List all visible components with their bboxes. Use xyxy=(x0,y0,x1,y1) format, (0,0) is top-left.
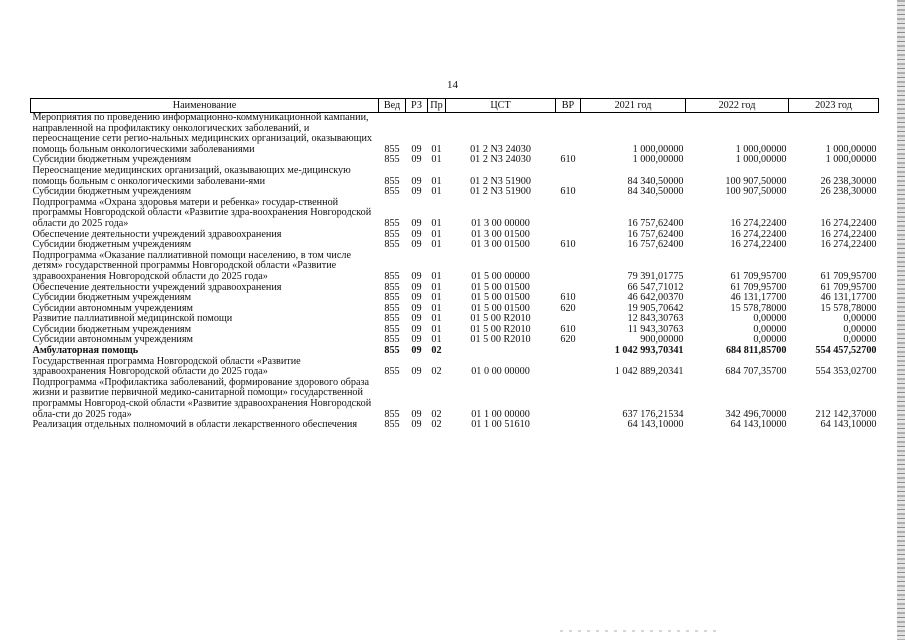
cell-name: Мероприятия по проведению информационно-коммуникационной кампании, направленной на профилактику онкологических заболеваний, и переоснащение сети регио-нальных медицинских организаций, оказывающих помощь больным онкологическими заболеваниями xyxy=(32,112,373,155)
cell-2022: 64 143,10000 xyxy=(730,419,787,431)
col-header-2023: 2023 год xyxy=(789,99,879,113)
cell-pr: 01 xyxy=(431,323,442,335)
cell-2022: 1 000,00000 xyxy=(735,154,787,166)
cell-name: Субсидии бюджетным учреждениям xyxy=(32,292,192,304)
cell-2021: 11 943,30763 xyxy=(627,323,684,335)
cell-cst: 01 3 00 01500 xyxy=(471,239,530,251)
cell-vr xyxy=(556,357,581,378)
cell-cst: 01 5 00 R2010 xyxy=(470,334,531,346)
cell-2022: 61 709,95700 xyxy=(730,281,787,293)
cell-2023: 16 274,22400 xyxy=(820,228,877,240)
cell-pr: 01 xyxy=(431,270,442,282)
cell-2022: 100 907,50000 xyxy=(725,175,787,187)
cell-pr: 01 xyxy=(431,228,442,240)
cell-2021: 1 042 993,70341 xyxy=(614,345,684,357)
table-row xyxy=(31,251,879,283)
cell-rz: 09 xyxy=(411,302,422,314)
cell-vr xyxy=(556,166,581,187)
cell-cst: 01 5 00 01500 xyxy=(471,302,530,314)
cell-ved: 855 xyxy=(384,408,400,420)
cell-cst: 01 5 00 R2010 xyxy=(470,313,531,325)
col-header-ved: Вед xyxy=(379,99,406,113)
cell-2023: 15 578,78000 xyxy=(820,302,877,314)
cell-2022: 0,00000 xyxy=(753,334,787,346)
cell-2023: 0,00000 xyxy=(843,334,877,346)
cell-ved: 855 xyxy=(384,239,400,251)
table-row xyxy=(31,198,879,230)
cell-2023: 46 131,17700 xyxy=(820,292,877,304)
cell-2021: 46 642,00370 xyxy=(627,292,684,304)
cell-2023: 64 143,10000 xyxy=(820,419,877,431)
cell-vr xyxy=(556,251,581,283)
cell-ved: 855 xyxy=(384,228,400,240)
col-header-pr: Пр xyxy=(428,99,446,113)
cell-2021: 900,00000 xyxy=(640,334,684,346)
cell-name: Подпрограмма «Охрана здоровья матери и ребенка» государ-ственной программы Новгородской области «Развитие здра-воохранения Новгородской области до 2025 года» xyxy=(32,196,372,229)
cell-cst: 01 3 00 00000 xyxy=(471,217,530,229)
cell-2022: 1 000,00000 xyxy=(735,143,787,155)
cell-name: Амбулаторная помощь xyxy=(32,345,139,357)
cell-2023: 0,00000 xyxy=(843,323,877,335)
cell-rz: 09 xyxy=(411,292,422,304)
cell-ved: 855 xyxy=(384,143,400,155)
cell-rz: 09 xyxy=(411,419,422,431)
cell-2022: 61 709,95700 xyxy=(730,270,787,282)
cell-pr: 01 xyxy=(431,175,442,187)
cell-rz: 09 xyxy=(411,143,422,155)
cell-vr: 610 xyxy=(560,154,576,166)
cell-cst: 01 1 00 51610 xyxy=(471,419,530,431)
scan-dots-artifact xyxy=(560,630,720,632)
cell-rz: 09 xyxy=(411,334,422,346)
cell-name: Субсидии автономным учреждениям xyxy=(32,302,193,314)
cell-ved: 855 xyxy=(384,302,400,314)
cell-2021: 12 843,30763 xyxy=(627,313,684,325)
cell-ved: 855 xyxy=(384,313,400,325)
col-header-cst: ЦСТ xyxy=(446,99,556,113)
col-header-rz: РЗ xyxy=(406,99,428,113)
cell-name: Субсидии автономным учреждениям xyxy=(32,334,193,346)
cell-pr: 01 xyxy=(431,154,442,166)
cell-rz: 09 xyxy=(411,228,422,240)
scan-edge-artifact xyxy=(897,0,905,640)
cell-2022: 16 274,22400 xyxy=(730,217,787,229)
cell-2022: 684 707,35700 xyxy=(725,366,787,378)
col-header-vr: ВР xyxy=(556,99,581,113)
cell-pr: 01 xyxy=(431,334,442,346)
cell-2022: 100 907,50000 xyxy=(725,186,787,198)
cell-cst: 01 2 N3 24030 xyxy=(470,143,531,155)
cell-2021: 84 340,50000 xyxy=(627,175,684,187)
cell-rz: 09 xyxy=(411,175,422,187)
cell-rz: 09 xyxy=(411,239,422,251)
table-row xyxy=(31,357,879,378)
cell-2021: 637 176,21534 xyxy=(622,408,684,420)
cell-ved: 855 xyxy=(384,270,400,282)
cell-rz: 09 xyxy=(411,408,422,420)
cell-cst xyxy=(446,346,556,357)
cell-pr: 02 xyxy=(431,419,442,431)
col-header-2021: 2021 год xyxy=(581,99,686,113)
cell-2022: 342 496,70000 xyxy=(725,408,787,420)
cell-rz: 09 xyxy=(411,345,422,357)
cell-rz: 09 xyxy=(411,217,422,229)
cell-2023: 1 000,00000 xyxy=(825,154,877,166)
budget-table-container xyxy=(30,98,878,431)
col-header-2022: 2022 год xyxy=(686,99,789,113)
cell-ved: 855 xyxy=(384,419,400,431)
cell-vr: 610 xyxy=(560,292,576,304)
cell-cst: 01 1 00 00000 xyxy=(471,408,530,420)
cell-2021: 66 547,71012 xyxy=(627,281,684,293)
cell-rz: 09 xyxy=(411,281,422,293)
cell-2023: 61 709,95700 xyxy=(820,270,877,282)
cell-ved: 855 xyxy=(384,175,400,187)
cell-pr: 01 xyxy=(431,239,442,251)
cell-name: Обеспечение деятельности учреждений здравоохранения xyxy=(32,228,282,240)
table-row xyxy=(31,113,879,156)
cell-pr: 02 xyxy=(431,345,442,357)
cell-pr: 01 xyxy=(431,186,442,198)
cell-name: Переоснащение медицинских организаций, оказывающих ме-дицинскую помощь больным с онкологическими заболевани-ями xyxy=(32,164,351,187)
cell-2023: 16 274,22400 xyxy=(820,217,877,229)
cell-2023: 26 238,30000 xyxy=(820,175,877,187)
cell-2021: 16 757,62400 xyxy=(627,239,684,251)
budget-table xyxy=(30,98,879,431)
cell-ved: 855 xyxy=(384,154,400,166)
cell-ved: 855 xyxy=(384,186,400,198)
cell-2021: 1 042 889,20341 xyxy=(614,366,684,378)
cell-cst: 01 2 N3 51900 xyxy=(470,175,531,187)
cell-2023: 26 238,30000 xyxy=(820,186,877,198)
cell-2023: 1 000,00000 xyxy=(825,143,877,155)
cell-ved: 855 xyxy=(384,323,400,335)
cell-rz: 09 xyxy=(411,154,422,166)
cell-2021: 64 143,10000 xyxy=(627,419,684,431)
cell-rz: 09 xyxy=(411,270,422,282)
cell-pr: 02 xyxy=(431,408,442,420)
table-header-row xyxy=(31,99,879,113)
cell-vr: 620 xyxy=(560,334,576,346)
cell-name: Субсидии бюджетным учреждениям xyxy=(32,239,192,251)
cell-2023: 212 142,37000 xyxy=(815,408,877,420)
cell-vr: 610 xyxy=(560,186,576,198)
cell-ved: 855 xyxy=(384,292,400,304)
cell-vr: 610 xyxy=(560,323,576,335)
cell-2022: 0,00000 xyxy=(753,313,787,325)
cell-2023: 61 709,95700 xyxy=(820,281,877,293)
cell-2023: 0,00000 xyxy=(843,313,877,325)
cell-2022: 15 578,78000 xyxy=(730,302,787,314)
cell-2022: 16 274,22400 xyxy=(730,228,787,240)
cell-ved: 855 xyxy=(384,281,400,293)
cell-cst: 01 2 N3 51900 xyxy=(470,186,531,198)
cell-cst: 01 5 00 00000 xyxy=(471,270,530,282)
cell-vr xyxy=(556,420,581,431)
cell-vr xyxy=(556,113,581,156)
cell-name: Государственная программа Новгородской области «Развитие здравоохранения Новгородской области до 2025 года» xyxy=(32,355,301,378)
cell-pr: 01 xyxy=(431,313,442,325)
cell-name: Подпрограмма «Оказание паллиативной помощи населению, в том числе детям» государственной программы Новгородской области «Развитие здравоохранения Новгородской области до 2025 года» xyxy=(32,249,352,282)
cell-ved: 855 xyxy=(384,345,400,357)
cell-pr: 02 xyxy=(431,366,442,378)
cell-name: Субсидии бюджетным учреждениям xyxy=(32,186,192,198)
cell-rz: 09 xyxy=(411,313,422,325)
cell-2023: 554 457,52700 xyxy=(815,345,877,357)
cell-2021: 1 000,00000 xyxy=(632,143,684,155)
cell-name: Субсидии бюджетным учреждениям xyxy=(32,323,192,335)
cell-vr xyxy=(556,346,581,357)
cell-cst: 01 5 00 01500 xyxy=(471,281,530,293)
cell-cst: 01 0 00 00000 xyxy=(471,366,530,378)
cell-name: Субсидии бюджетным учреждениям xyxy=(32,154,192,166)
cell-ved: 855 xyxy=(384,217,400,229)
table-row xyxy=(31,378,879,420)
cell-rz: 09 xyxy=(411,323,422,335)
cell-cst: 01 3 00 01500 xyxy=(471,228,530,240)
cell-rz: 09 xyxy=(411,186,422,198)
cell-name: Подпрограмма «Профилактика заболеваний, формирование здорового образа жизни и развитие первичной медико-санитарной помощи» государственной программы Новгород-ской области «Развитие здравоохранения Новгородской обла-сти до 2025 года» xyxy=(32,376,372,420)
table-row xyxy=(31,166,879,187)
cell-vr xyxy=(556,198,581,230)
cell-name: Обеспечение деятельности учреждений здравоохранения xyxy=(32,281,282,293)
cell-2022: 0,00000 xyxy=(753,323,787,335)
cell-name: Реализация отдельных полномочий в области лекарственного обеспечения xyxy=(32,419,358,431)
table-row xyxy=(31,420,879,431)
cell-vr: 610 xyxy=(560,239,576,251)
cell-cst: 01 5 00 R2010 xyxy=(470,323,531,335)
cell-vr xyxy=(556,378,581,420)
cell-ved: 855 xyxy=(384,334,400,346)
cell-name: Развитие паллиативной медицинской помощи xyxy=(32,313,233,325)
cell-2021: 19 905,70642 xyxy=(627,302,684,314)
cell-pr: 01 xyxy=(431,292,442,304)
cell-pr: 01 xyxy=(431,217,442,229)
cell-2021: 84 340,50000 xyxy=(627,186,684,198)
col-header-name: Наименование xyxy=(31,99,379,113)
cell-2021: 1 000,00000 xyxy=(632,154,684,166)
cell-2021: 16 757,62400 xyxy=(627,228,684,240)
cell-2023: 16 274,22400 xyxy=(820,239,877,251)
cell-2021: 79 391,01775 xyxy=(627,270,684,282)
cell-pr: 01 xyxy=(431,281,442,293)
cell-2022: 46 131,17700 xyxy=(730,292,787,304)
cell-pr: 01 xyxy=(431,302,442,314)
cell-rz: 09 xyxy=(411,366,422,378)
cell-2023: 554 353,02700 xyxy=(815,366,877,378)
cell-pr: 01 xyxy=(431,143,442,155)
page-number: 14 xyxy=(447,79,458,91)
table-body xyxy=(31,113,879,431)
cell-2022: 16 274,22400 xyxy=(730,239,787,251)
cell-2021: 16 757,62400 xyxy=(627,217,684,229)
cell-2022: 684 811,85700 xyxy=(725,345,787,357)
cell-ved: 855 xyxy=(384,366,400,378)
cell-cst: 01 5 00 01500 xyxy=(471,292,530,304)
cell-cst: 01 2 N3 24030 xyxy=(470,154,531,166)
cell-vr: 620 xyxy=(560,302,576,314)
